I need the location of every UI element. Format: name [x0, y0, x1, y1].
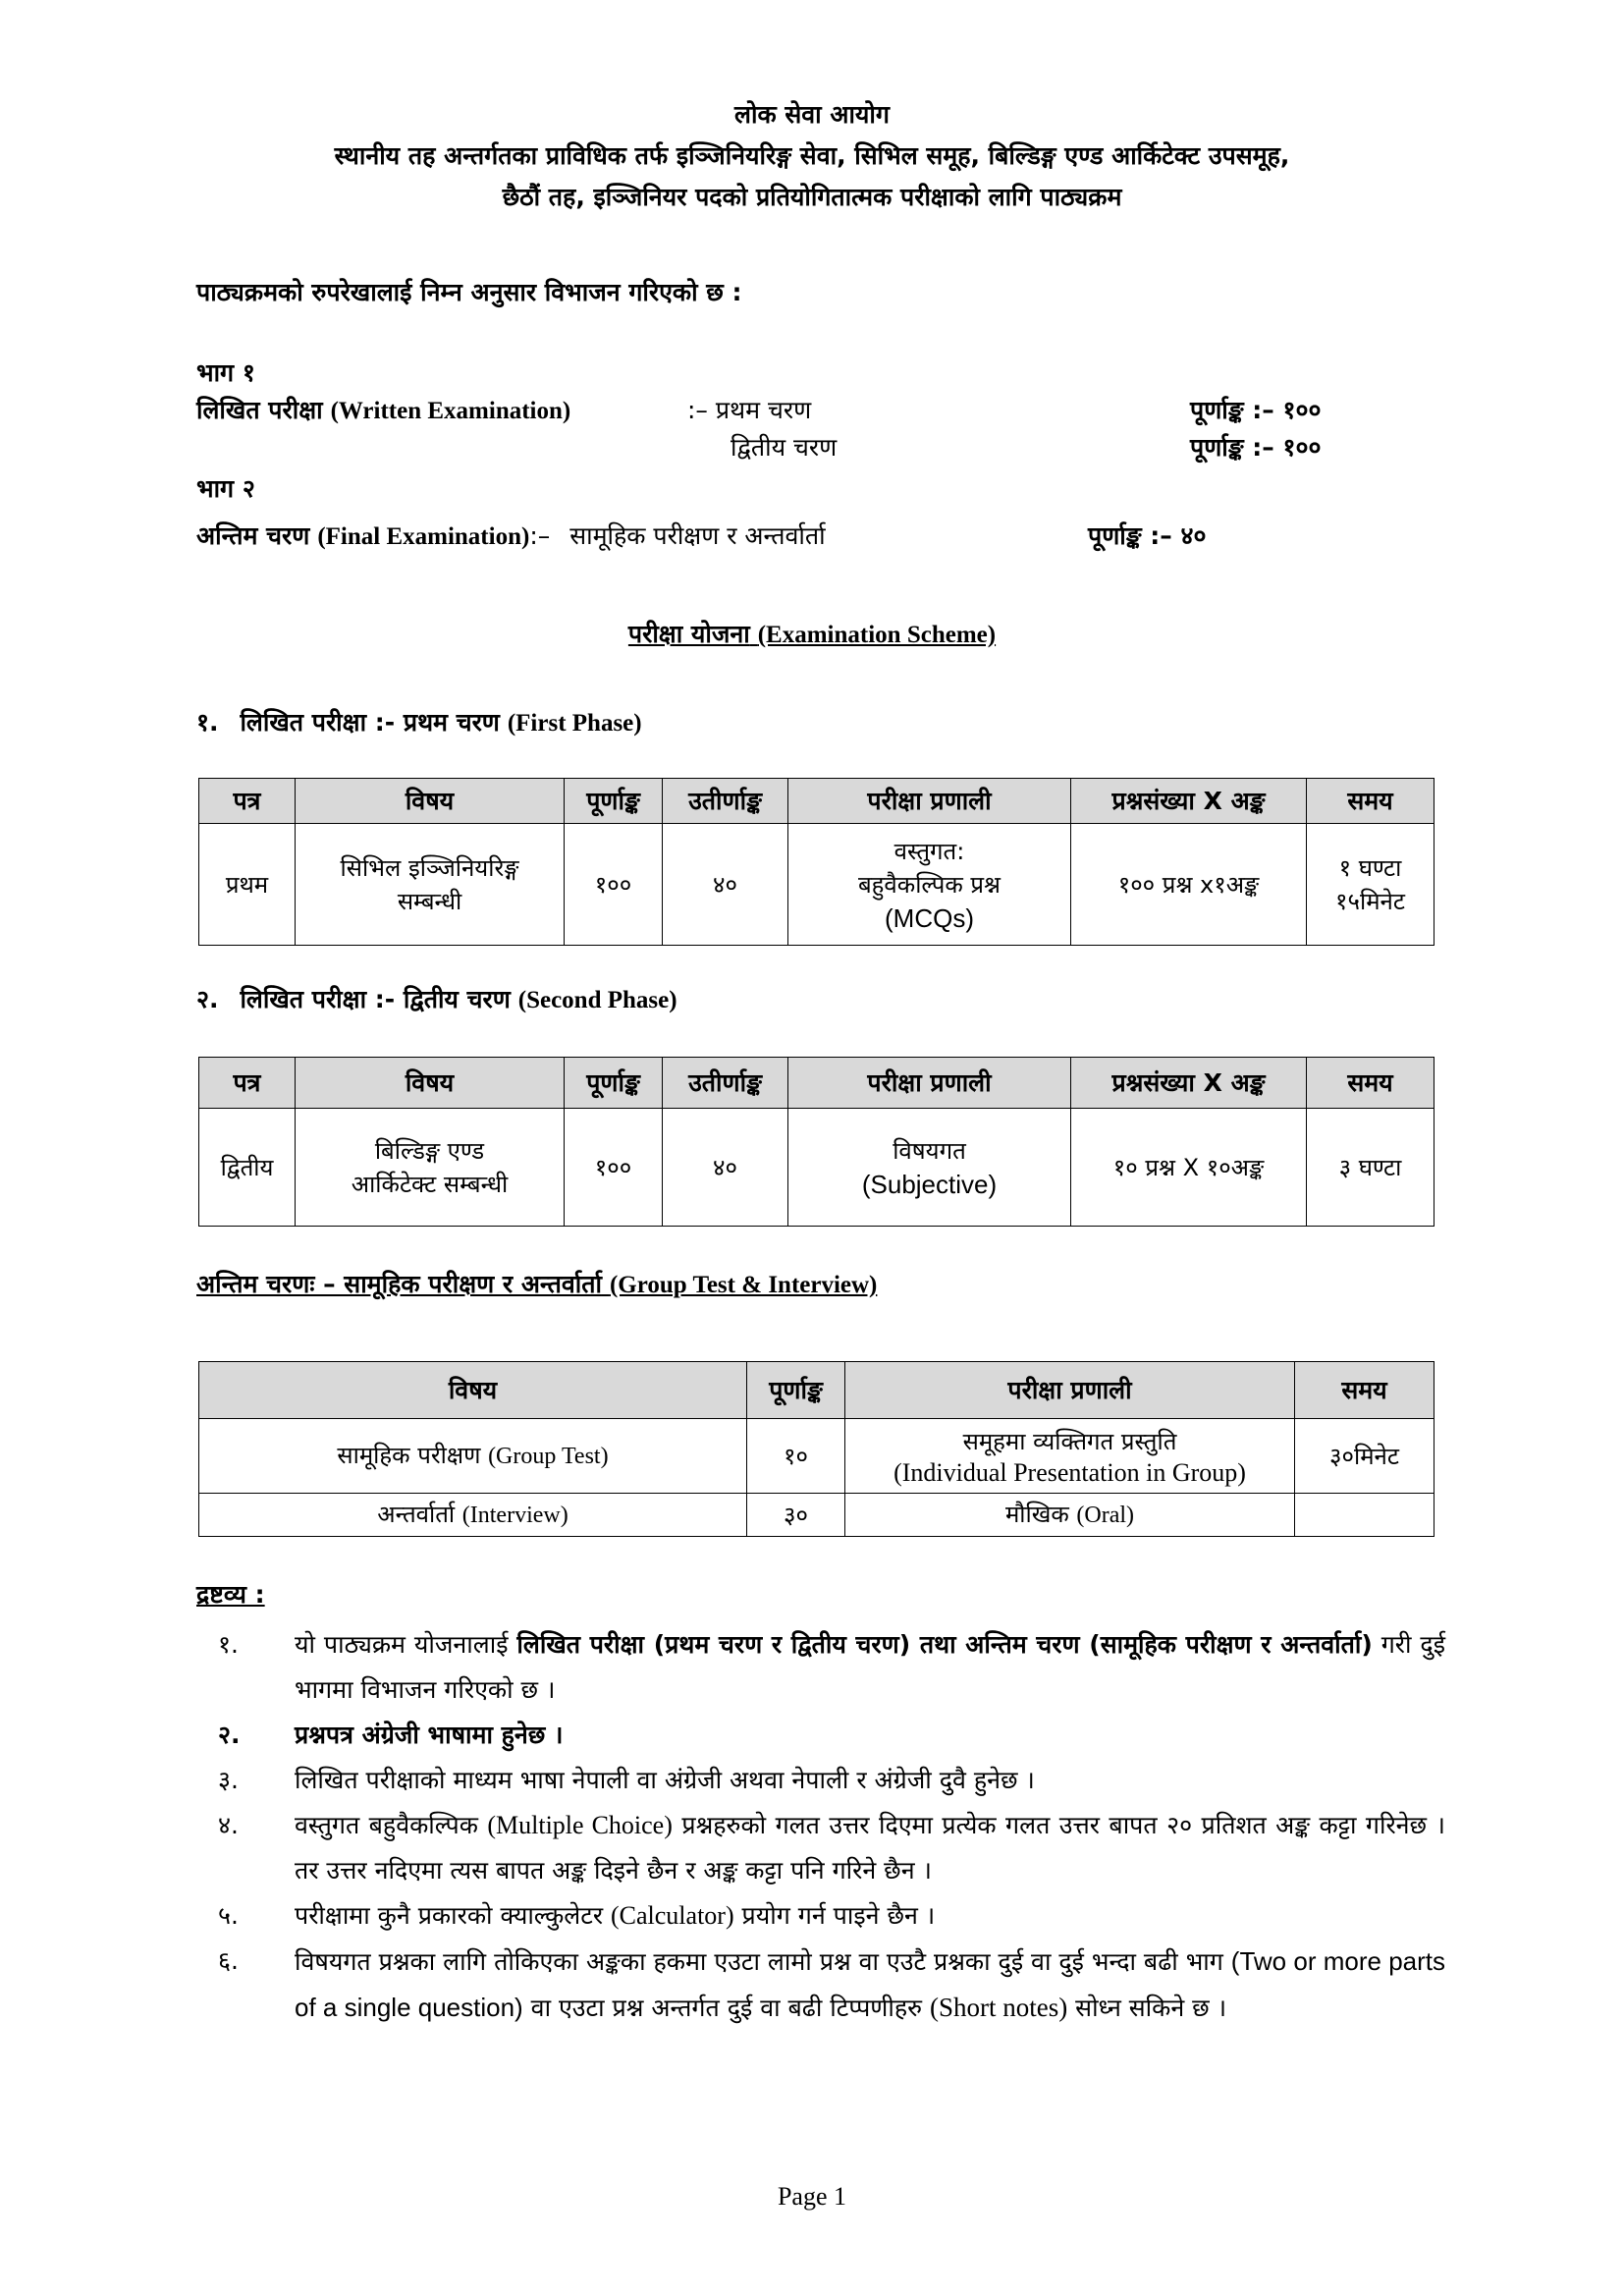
note6-text-en2: (Short notes)	[930, 1993, 1068, 2022]
note3-text: लिखित परीक्षाको माध्यम भाषा नेपाली वा अंग्रेजी अथवा नेपाली र अंग्रेजी दुवै हुनेछ ।	[295, 1766, 1035, 1794]
table-row	[199, 1494, 1435, 1537]
note-number: ५.	[218, 1901, 239, 1930]
cell-method-l2: (Subjective)	[861, 1169, 998, 1199]
cell-paper: द्वितीय	[199, 1109, 296, 1227]
cell-subject-l1: बिल्डिङ्ग एण्ड	[374, 1136, 485, 1165]
col-exam-method: परीक्षा प्रणाली	[845, 1362, 1295, 1419]
syllabus-title-line1: स्थानीय तह अन्तर्गतका प्राविधिक तर्फ इञ्जिनियरिङ्ग सेवा, सिभिल समूह, बिल्डिङ्ग एण्ड आर्किटेक्ट उपसमूह,	[334, 141, 1290, 170]
org-title: लोक सेवा आयोग	[734, 100, 890, 129]
table-header-row	[199, 779, 1435, 824]
section1-en: (First Phase)	[507, 710, 642, 737]
part1-marks2: पूर्णाङ्क :– १००	[1190, 433, 1322, 462]
part2-title: भाग २	[196, 474, 255, 503]
col-exam-method: परीक्षा प्रणाली	[788, 779, 1071, 824]
cell-questions-marks: १०० प्रश्न x१अङ्क	[1071, 824, 1307, 946]
note1-text-bold: लिखित परीक्षा (प्रथम चरण र द्वितीय चरण) तथा अन्तिम चरण (सामूहिक परीक्षण र अन्तर्वार्ता)	[516, 1630, 1373, 1659]
col-paper: पत्र	[199, 779, 296, 824]
cell-method-ne: मौखिक	[1004, 1501, 1077, 1528]
page-number: Page 1	[777, 2182, 847, 2211]
section1-title: लिखित परीक्षा :- प्रथम चरण	[240, 708, 500, 737]
note-item	[196, 1939, 1445, 2031]
cell-subject	[296, 1109, 565, 1227]
part2-label-ne: अन्तिम चरण	[196, 521, 310, 550]
cell-method-l1: विषयगत	[893, 1136, 966, 1165]
section1-heading	[196, 705, 642, 741]
table-header-row	[199, 1058, 1435, 1109]
note-number: ६.	[218, 1946, 239, 1975]
scheme-heading	[0, 617, 1624, 653]
section3-heading	[196, 1267, 877, 1303]
note6-text-a: विषयगत प्रश्नका लागि तोकिएका अङ्कका हकमा एउटा लामो प्रश्न वा एउटै प्रश्नका दुई वा दुई भन्दा बढी भाग	[295, 1947, 1231, 1976]
col-time: समय	[1307, 779, 1435, 824]
note-number: १.	[218, 1630, 239, 1659]
cell-full-marks: १०	[747, 1419, 845, 1494]
col-full-marks: पूर्णाङ्क	[747, 1362, 845, 1419]
cell-pass-marks: ४०	[663, 1109, 788, 1227]
part2-sep: :–	[529, 521, 559, 550]
cell-method-l2: बहुवैकल्पिक प्रश्न	[857, 870, 1001, 899]
col-full-marks: पूर्णाङ्क	[565, 779, 663, 824]
cell-subject	[296, 824, 565, 946]
part1-label-en: (Written Examination)	[330, 398, 571, 424]
scheme-heading-ne: परीक्षा योजना	[627, 620, 750, 648]
note4-text-a: वस्तुगत बहुवैकल्पिक	[295, 1811, 488, 1839]
cell-subject-en: (Interview)	[461, 1503, 568, 1528]
part2-label	[196, 519, 826, 555]
note6-text-c: सोध्न सकिने छ ।	[1067, 1994, 1227, 2022]
cell-subject-ne: सामूहिक परीक्षण	[337, 1442, 489, 1469]
part1-title: भाग १	[196, 358, 255, 387]
note-item	[196, 1893, 1445, 1939]
note6-text-en1: (Two or more parts of a single question)	[295, 1946, 1446, 2022]
cell-subject	[199, 1419, 747, 1494]
first-phase-table	[198, 778, 1435, 946]
cell-method	[788, 1109, 1071, 1227]
col-subject: विषय	[296, 779, 565, 824]
part1-phase1-text: प्रथम चरण	[715, 396, 812, 424]
section3-title: अन्तिम चरणः – सामूहिक परीक्षण र अन्तर्वार्ता	[196, 1270, 602, 1298]
cell-questions-marks: १० प्रश्न X १०अङ्क	[1071, 1109, 1307, 1227]
part2-label-en: (Final Examination)	[317, 523, 530, 550]
note5-text-a: परीक्षामा कुनै प्रकारको क्याल्कुलेटर	[295, 1901, 611, 1930]
note6-text-b: वा एउटा प्रश्न अन्तर्गत दुई वा बढी टिप्पणीहरु	[522, 1994, 930, 2022]
note4-text-en: (Multiple Choice)	[487, 1811, 673, 1839]
cell-full-marks: १००	[565, 1109, 663, 1227]
col-questions-marks	[1071, 779, 1307, 824]
notes-list	[196, 1622, 1445, 2031]
cell-time: ३०मिनेट	[1295, 1419, 1435, 1494]
cell-subject-ne: अन्तर्वार्ता	[377, 1501, 462, 1528]
table-row	[199, 824, 1435, 946]
section2-heading	[196, 982, 677, 1018]
note-item	[196, 1758, 1445, 1803]
second-phase-table	[198, 1057, 1435, 1227]
note-number: ४.	[218, 1811, 239, 1839]
cell-subject-en: (Group Test)	[488, 1444, 609, 1469]
col-time: समय	[1295, 1362, 1435, 1419]
cell-pass-marks: ४०	[663, 824, 788, 946]
part1-label	[196, 393, 570, 429]
cell-full-marks: १००	[565, 824, 663, 946]
group-test-interview-table	[198, 1361, 1435, 1537]
cell-method-l1: समूहमा व्यक्तिगत प्रस्तुति	[962, 1427, 1177, 1455]
note-item	[196, 1713, 1445, 1758]
col-qm-post: अङ्क	[1221, 1067, 1266, 1097]
note4-text-b: प्रश्नहरुको गलत उत्तर दिएमा प्रत्येक गलत उत्तर बापत २० प्रतिशत अङ्क कट्टा गरिनेछ । तर उत्तर नदिएमा त्यस बापत अङ्क दिइने छैन र अङ्क कट्टा पनि गरिने छैन ।	[295, 1811, 1445, 1885]
notes-title: द्रष्टव्य :	[196, 1580, 265, 1609]
part1-sep: :–	[687, 396, 716, 424]
col-qm-x: X	[1203, 1067, 1222, 1097]
col-full-marks: पूर्णाङ्क	[565, 1058, 663, 1109]
cell-time-l2: १५मिनेट	[1335, 887, 1405, 915]
cell-method-en: (Oral)	[1076, 1503, 1135, 1528]
table-header-row	[199, 1362, 1435, 1419]
intro-text: पाठ्यक्रमको रुपरेखालाई निम्न अनुसार विभाजन गरिएको छ :	[196, 278, 742, 306]
col-qm-x: X	[1203, 786, 1222, 815]
note5-text-b: प्रयोग गर्न पाइने छैन ।	[733, 1901, 936, 1930]
part2-phase: सामूहिक परीक्षण र अन्तर्वार्ता	[569, 521, 826, 550]
part1-label-ne: लिखित परीक्षा	[196, 396, 323, 424]
col-subject: विषय	[296, 1058, 565, 1109]
note-item	[196, 1803, 1445, 1893]
cell-method-l1: वस्तुगत:	[893, 837, 965, 865]
section2-en: (Second Phase)	[517, 987, 677, 1013]
cell-method	[788, 824, 1071, 946]
cell-time-l1: १ घण्टा	[1338, 853, 1402, 882]
cell-time	[1307, 824, 1435, 946]
cell-full-marks: ३०	[747, 1494, 845, 1537]
section2-num: २.	[196, 985, 219, 1013]
col-qm-pre: प्रश्नसंख्या	[1111, 786, 1204, 815]
col-subject: विषय	[199, 1362, 747, 1419]
col-questions-marks	[1071, 1058, 1307, 1109]
note2-text: प्रश्नपत्र अंग्रेजी भाषामा हुनेछ ।	[295, 1721, 564, 1749]
col-time: समय	[1307, 1058, 1435, 1109]
col-qm-pre: प्रश्नसंख्या	[1111, 1067, 1204, 1097]
cell-paper: प्रथम	[199, 824, 296, 946]
part1-phase2: द्वितीय चरण	[731, 433, 838, 462]
note5-text-en: (Calculator)	[611, 1901, 734, 1930]
cell-method	[845, 1494, 1295, 1537]
section2-title: लिखित परीक्षा :- द्वितीय चरण	[240, 985, 511, 1013]
note-number: ३.	[218, 1766, 239, 1794]
col-pass-marks: उतीर्णाङ्क	[663, 779, 788, 824]
part1-phase1	[687, 393, 811, 428]
part1-marks1: पूर्णाङ्क :– १००	[1190, 396, 1322, 424]
cell-subject-l1: सिभिल इञ्जिनियरिङ्ग	[340, 853, 519, 882]
note-item	[196, 1622, 1445, 1713]
note1-text-c: गरी दुई भागमा विभाजन गरिएको छ ।	[295, 1630, 1445, 1704]
cell-time: ३ घण्टा	[1307, 1109, 1435, 1227]
note1-text-a: यो पाठ्यक्रम योजनालाई	[295, 1630, 517, 1659]
col-qm-post: अङ्क	[1221, 786, 1266, 815]
syllabus-title-line2: छैठौं तह, इञ्जिनियर पदको प्रतियोगितात्मक परीक्षाको लागि पाठ्यक्रम	[502, 183, 1122, 211]
cell-method	[845, 1419, 1295, 1494]
cell-subject	[199, 1494, 747, 1537]
col-exam-method: परीक्षा प्रणाली	[788, 1058, 1071, 1109]
section3-en: (Group Test & Interview)	[609, 1272, 878, 1298]
cell-subject-l2: आर्किटेक्ट सम्बन्धी	[351, 1170, 509, 1198]
cell-method-l2: (Individual Presentation in Group)	[893, 1457, 1246, 1487]
table-row	[199, 1109, 1435, 1227]
cell-method-l3: (MCQs)	[885, 902, 974, 933]
cell-subject-l2: सम्बन्धी	[397, 887, 462, 915]
section1-num: १.	[196, 708, 219, 737]
scheme-heading-en: (Examination Scheme)	[757, 622, 997, 648]
cell-time	[1295, 1494, 1435, 1537]
col-paper: पत्र	[199, 1058, 296, 1109]
table-row	[199, 1419, 1435, 1494]
col-pass-marks: उतीर्णाङ्क	[663, 1058, 788, 1109]
part2-marks: पूर्णाङ्क :– ४०	[1088, 521, 1207, 550]
note-number: २.	[218, 1721, 241, 1749]
